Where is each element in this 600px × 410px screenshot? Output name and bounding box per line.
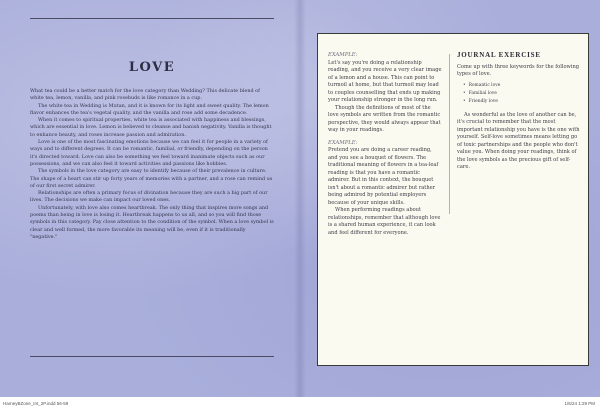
book-gutter xyxy=(294,0,306,397)
list-item: • Romantic love xyxy=(463,82,501,88)
top-rule xyxy=(30,18,274,19)
paragraph: What tea could be a better match for the love category than Wedding? This delicate blend of white tea, lemon, vanilla, and pink rosebuds is like romance in a cup. xyxy=(30,88,260,102)
bullet-icon: • xyxy=(463,82,466,88)
paragraph: The white tea in Wedding is Mutan, and it is known for its light and sweet quality. The lemon flavor enhances the tea's vegetal quality, and the vanilla and rose add some decadence. xyxy=(30,102,269,116)
example-label: EXAMPLE: xyxy=(328,52,358,58)
example-label: EXAMPLE: xyxy=(328,139,358,146)
bullet-icon: • xyxy=(463,90,466,96)
sidebar-panel xyxy=(317,33,589,366)
bullet-icon: • xyxy=(463,98,466,104)
list-item: • Friendly love xyxy=(463,98,498,104)
paragraph: Pretend you are doing a career reading, and you see a bouquet of flowers. The traditional meaning of flowers in a tea-leaf reading is that you have a romantic admirer. But in this context, the bouquet isn't about a romantic admirer but rather being admired by potential employers because of your unique skills. xyxy=(328,147,439,206)
print-slug xyxy=(0,397,600,410)
column-divider xyxy=(449,54,450,214)
journal-title: JOURNAL EXERCISE xyxy=(457,51,541,59)
left-page-body xyxy=(30,88,274,241)
print-timestamp: 1/6/24 1:29 PM xyxy=(564,401,595,406)
paragraph: When it comes to spiritual properties, white tea is associated with happiness and blessings, which are essential in love. Lemon is believed to cleanse and banish negativity. Vanilla is thought to enhance beauty, and roses increase passion and admiration. xyxy=(30,117,272,138)
paragraph: Though the definitions of most of the love symbols are written from the romantic perspective, they would always appear that way in your readings. xyxy=(328,104,441,133)
paragraph: Unfortunately, with love also comes heartbreak. The only thing that inspires more songs and poems than being in love is losing it. Heartbreak happens to us all, and so you will find those symbols in this category. Pay close attention to the condition of the symbol. When a love symbol is clear and well formed, the more favorable its meaning will be, even if it is traditionally "negative." xyxy=(30,204,274,240)
file-slug: HarneyBZone_Int_2P.indd 56-59 xyxy=(3,401,69,406)
paragraph: As wonderful as the love of another can be, it's crucial to remember that the most important relationship you have is the one with yourself. Self-love sometimes means letting go of toxic partnerships and the people who don't value you. When doing your readings, think of the love symbols as the precious gift of self-care. xyxy=(457,111,580,170)
paragraph: Relationships are often a primary focus of divination because they are such a big part of our lives. The decisions we make can impact our loved ones. xyxy=(30,190,268,204)
examples-column xyxy=(328,52,442,237)
paragraph: The symbols in the love category are easy to identify because of their prevalence in culture. The shape of a heart can stir up forty years of memories with a partner, and a rose can remind us of our first secret admirer. xyxy=(30,168,273,189)
list-item: • Familial love xyxy=(463,90,497,96)
left-page xyxy=(30,18,274,384)
journal-intro: Come up with three keywords for the following types of love. xyxy=(457,63,580,77)
page-title: LOVE xyxy=(128,60,176,75)
journal-column xyxy=(457,52,581,172)
bottom-rule xyxy=(30,356,274,357)
paragraph: When performing readings about relationships, remember that although love is a shared human experience, it can look and feel different for everyone. xyxy=(328,207,441,236)
paragraph: Love is one of the most fascinating emotions because we can feel it for people in a variety of ways and to different degrees. It can be romantic, familial, or friendly, depending on the person it's directed toward. Love can also be something we feel toward inanimate objects such as our possessions, and we can also feel it toward activities and passions like hobbies. xyxy=(30,139,268,167)
journal-list xyxy=(463,82,581,106)
paragraph: Let's say you're doing a relationship reading, and you receive a very clear image of a lemon and a house. This can point to turmoil at home, but that turmoil may lead to couples counselling that ends up making your relationship stronger in the long run. xyxy=(328,59,442,103)
